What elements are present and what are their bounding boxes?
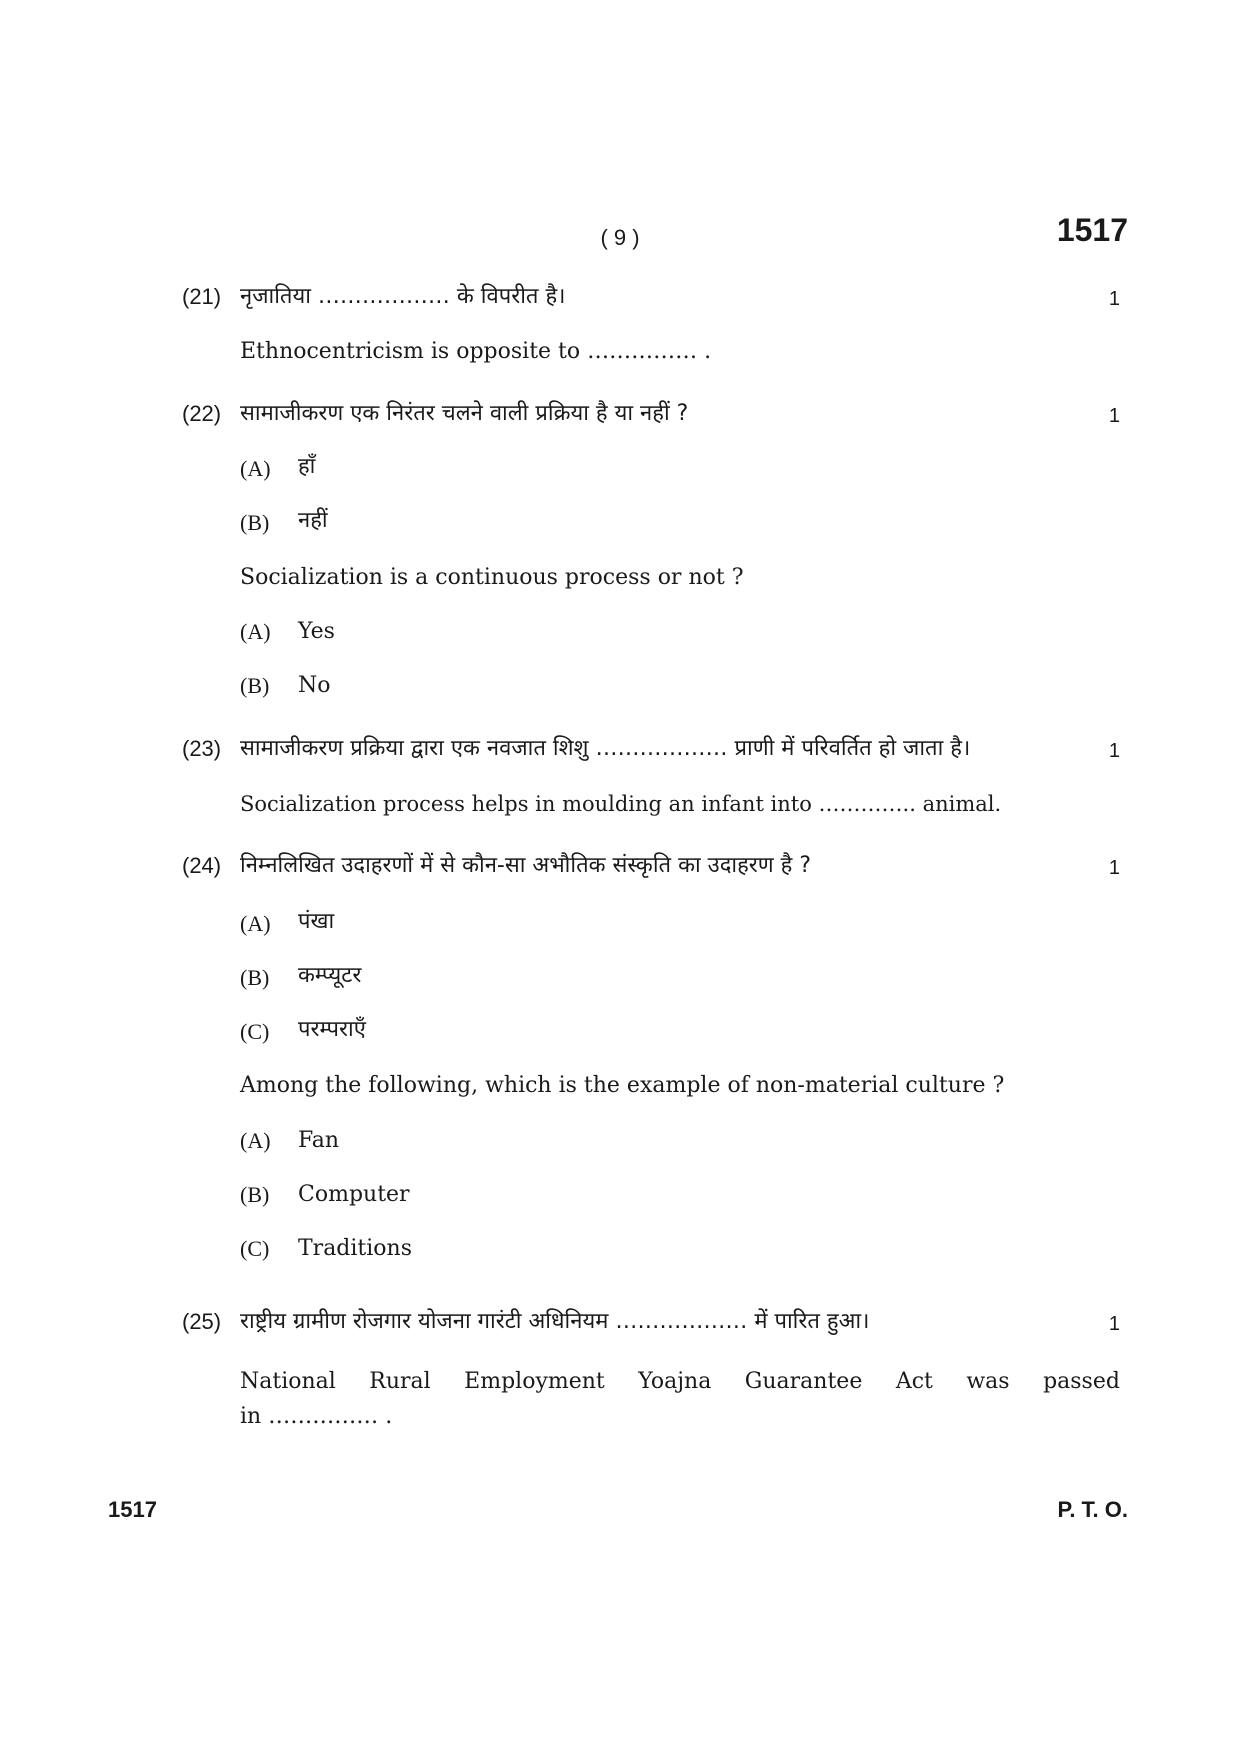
english-word: Guarantee — [744, 1369, 863, 1394]
option-text-english: No — [298, 673, 331, 698]
english-word: National — [240, 1369, 336, 1394]
question-text-english: Ethnocentricism is opposite to …………… . — [240, 339, 712, 364]
question-text-hindi: नृजातिया ……………… के विपरीत है। — [240, 284, 566, 309]
question-text-english: Among the following, which is the example of non-material culture ? — [240, 1073, 1005, 1098]
option-text-hindi: हाँ — [298, 454, 316, 479]
option-label: (A) — [240, 911, 271, 936]
option-label: (A) — [240, 619, 271, 644]
english-word: passed — [1043, 1369, 1120, 1394]
option-label: (B) — [240, 1182, 270, 1207]
question-text-hindi: सामाजीकरण प्रक्रिया द्वारा एक नवजात शिशु ……………… प्राणी में परिवर्तित हो जाता है। — [240, 736, 971, 761]
option-label: (C) — [240, 1019, 270, 1044]
english-word: Act — [895, 1369, 933, 1394]
question-text-hindi: सामाजीकरण एक निरंतर चलने वाली प्रक्रिया है या नहीं ? — [240, 401, 689, 426]
paper-code-footer: 1517 — [108, 1497, 157, 1522]
question-number: (24) — [182, 853, 222, 878]
option-label: (A) — [240, 1128, 271, 1153]
question-number: (25) — [182, 1309, 222, 1334]
english-word: Employment — [464, 1369, 605, 1394]
question-number: (21) — [182, 284, 222, 309]
question-number: (22) — [182, 401, 222, 426]
question-text-english: Socialization is a continuous process or not ? — [240, 565, 744, 590]
question-marks: 1 — [1108, 857, 1120, 879]
question-marks: 1 — [1108, 1313, 1120, 1335]
question-text-hindi: राष्ट्रीय ग्रामीण रोजगार योजना गारंटी अधिनियम ……………… में पारित हुआ। — [240, 1309, 870, 1334]
paper-code-header: 1517 — [1056, 212, 1128, 248]
english-word: Yoajna — [638, 1369, 712, 1394]
question-marks: 1 — [1108, 740, 1120, 762]
question-text-english-line1 — [240, 1368, 1120, 1396]
question-text-english: Socialization process helps in moulding an infant into ………….. animal. — [240, 792, 1002, 816]
option-text-hindi: परम्पराएँ — [298, 1017, 366, 1042]
option-text-hindi: कम्प्यूटर — [298, 963, 362, 988]
question-text-english-line2: in …………… . — [240, 1404, 393, 1429]
question-number: (23) — [182, 736, 222, 761]
option-text-hindi: पंखा — [298, 909, 335, 934]
option-text-english: Yes — [298, 619, 335, 644]
please-turn-over: P. T. O. — [1057, 1497, 1128, 1522]
question-marks: 1 — [1108, 405, 1120, 427]
english-word: was — [966, 1369, 1010, 1394]
option-label: (B) — [240, 965, 270, 990]
option-label: (C) — [240, 1236, 270, 1261]
question-marks: 1 — [1108, 288, 1120, 310]
option-label: (B) — [240, 673, 270, 698]
english-word: Rural — [369, 1369, 431, 1394]
option-label: (A) — [240, 456, 271, 481]
option-text-hindi: नहीं — [298, 508, 328, 533]
page-number: ( 9 ) — [600, 225, 640, 250]
option-text-english: Traditions — [298, 1236, 413, 1261]
option-text-english: Computer — [298, 1182, 410, 1207]
option-text-english: Fan — [298, 1128, 340, 1153]
question-text-hindi: निम्नलिखित उदाहरणों में से कौन-सा अभौतिक संस्कृति का उदाहरण है ? — [240, 853, 812, 878]
option-label: (B) — [240, 510, 270, 535]
